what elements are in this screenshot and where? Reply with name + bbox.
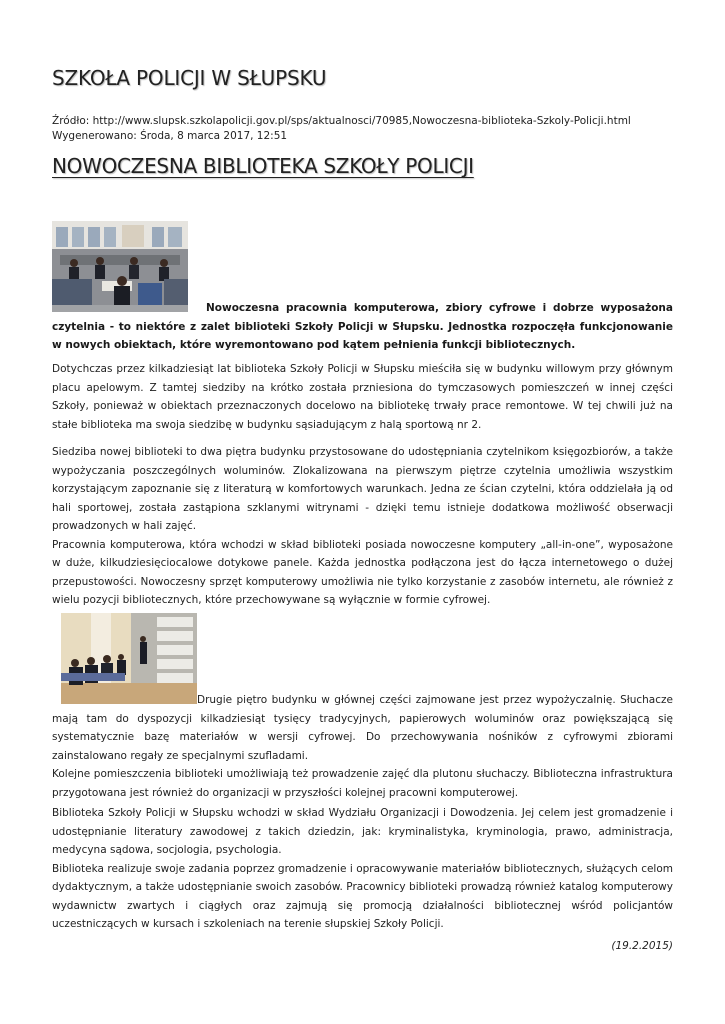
article-body-4 bbox=[52, 804, 673, 934]
publication-date: (19.2.2015) bbox=[611, 940, 673, 952]
paragraph: Siedziba nowej biblioteki to dwa piętra budynku przystosowane do udostępniania czytelnikom księgozbiorów, a także wypożyczania poszczególnych woluminów. Zlokalizowana na pierwszym piętrze czytelnia umożliwia wszystkim korzystającym zapoznanie się z literaturą w komfortowych warunkach. Jedna ze ścian czytelni, która oddzielała ją od hali sportowej, została zastąpiona szklanymi witrynami - dzięki temu istnieje dodatkowa możliwość obserwacji prowadzonych w hali zajęć. bbox=[52, 446, 673, 532]
paragraph: Biblioteka realizuje swoje zadania poprzez gromadzenie i opracowywanie materiałów bibliotecznych, służących celom dydaktycznym, a także udostępnianie swoich zasobów. Pracownicy biblioteki prowadzą również katalog komputerowy wydawnictw zwartych i ciągłych oraz zajmują się promocją działalności bibliotecznej wśród policjantów uczestniczących w kursach i szkoleniach na terenie słupskiej Szkoły Policji. bbox=[52, 862, 673, 930]
site-title: SZKOŁA POLICJI W SŁUPSKU bbox=[52, 66, 327, 90]
article-title: NOWOCZESNA BIBLIOTEKA SZKOŁY POLICJI bbox=[52, 154, 474, 178]
article-body-3 bbox=[52, 691, 673, 802]
article-lead: Nowoczesna pracownia komputerowa, zbiory cyfrowe i dobrze wyposażona czytelnia - to niektóre z zalet biblioteki Szkoły Policji w Słupsku. Jednostka rozpoczęła funkcjonowanie w nowych obiektach, które wyremontowano pod kątem pełnienia funkcji bibliotecznych. bbox=[52, 302, 673, 351]
document-meta bbox=[52, 114, 631, 144]
paragraph: Drugie piętro budynku w głównej części zajmowane jest przez wypożyczalnię. Słuchacze mają tam do dyspozycji kilkadziesiąt tysięcy tradycyjnych, papierowych woluminów oraz powiększającą się systematycznie bazę materiałów w wersji cyfrowej. Do przechowywania nośników z cyfrowymi zbiorami zainstalowano regały ze specjalnymi szufladami. bbox=[52, 694, 673, 762]
paragraph: Kolejne pomieszczenia biblioteki umożliwiają też prowadzenie zajęć dla plutonu słuchaczy. Biblioteczna infrastruktura przygotowana jest również do organizacji w przyszłości kolejnej pracowni komputerowej. bbox=[52, 768, 673, 799]
source-line: Źródło: http://www.slupsk.szkolapolicji.gov.pl/sps/aktualnosci/70985,Nowoczesna-biblioteka-Szkoly-Policji.html bbox=[52, 115, 631, 127]
article-body-2 bbox=[52, 443, 673, 610]
generated-line: Wygenerowano: Środa, 8 marca 2017, 12:51 bbox=[52, 130, 288, 142]
paragraph: Dotychczas przez kilkadziesiąt lat biblioteka Szkoły Policji w Słupsku mieściła się w budynku willowym przy głównym placu apelowym. Z tamtej siedziby na krótko została przniesiona do tymczasowych pomieszczeń w innej części Szkoły, ponieważ w obiektach przeznaczonych docelowo na bibliotekę trwały prace remontowe. W tej chwili już na stałe biblioteka ma swoja siedzibę w budynku sąsiadującym z halą sportową nr 2. bbox=[52, 363, 673, 431]
paragraph: Biblioteka Szkoły Policji w Słupsku wchodzi w skład Wydziału Organizacji i Dowodzenia. Jej celem jest gromadzenie i udostępnianie literatury zawodowej z takich dziedzin, jak: kryminalistyka, kryminologia, prawo, administracja, medycyna sądowa, socjologia, psychologia. bbox=[52, 807, 673, 856]
paragraph: Pracownia komputerowa, która wchodzi w skład biblioteki posiada nowoczesne komputery „all-in-one”, wyposażone w duże, kilkudziesięciocalowe dotykowe panele. Każda jednostka podłączona jest do łącza internetowego o dużej przepustowości. Nowoczesny sprzęt komputerowy umożliwia nie tylko korzystanie z zasobów internetu, ale również z wielu pozycji bibliotecznych, które przechowywane są wyłącznie w formie cyfrowej. bbox=[52, 538, 673, 606]
article-body-1 bbox=[52, 360, 673, 434]
